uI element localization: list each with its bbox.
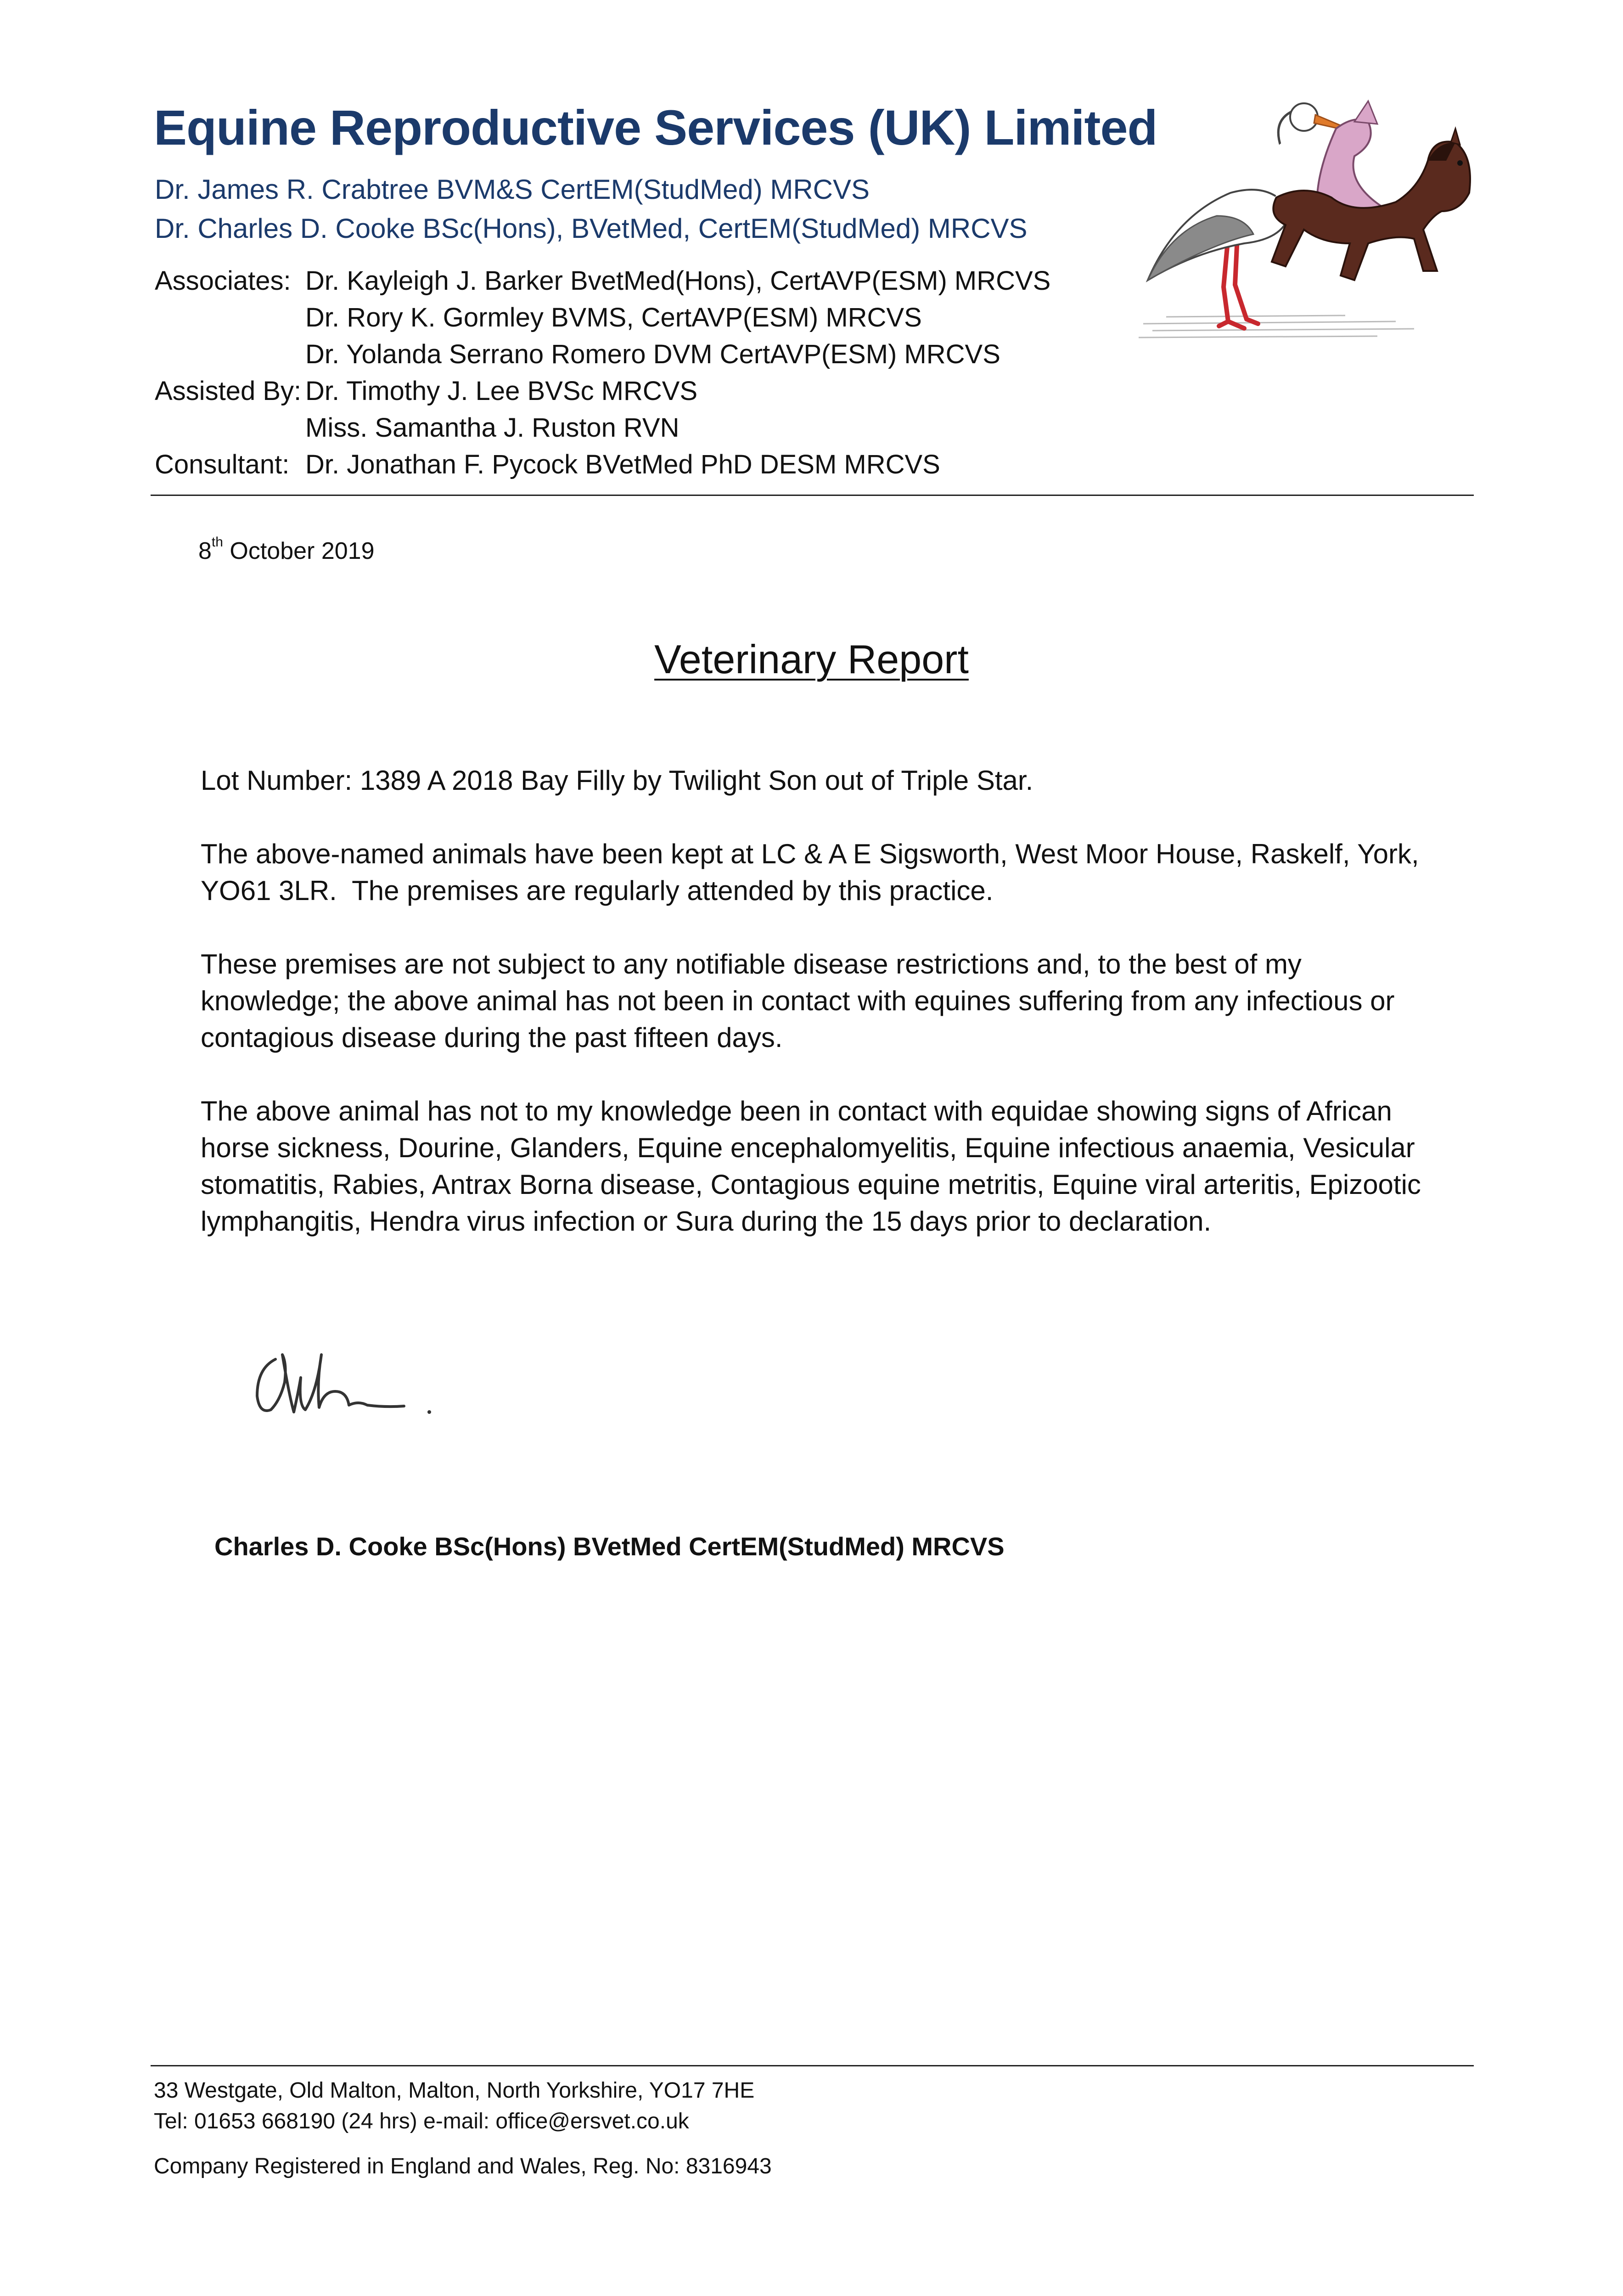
staff-name: Dr. Kayleigh J. Barker BvetMed(Hons), CertAVP(ESM) MRCVS <box>305 266 1051 296</box>
staff-role-label: Associates: <box>155 266 291 296</box>
staff-list <box>155 263 1050 483</box>
stork-head <box>1290 103 1318 131</box>
staff-name: Dr. Jonathan F. Pycock BVetMed PhD DESM MRCVS <box>305 450 940 479</box>
disease-restrictions-paragraph: These premises are not subject to any notifiable disease restrictions and, to the best of my knowledge; the above animal has not been in contact with equines suffering from any infectious or contagious disease during the past fifteen days. <box>201 949 1395 1053</box>
lot-number-line: Lot Number: 1389 A 2018 Bay Filly by Twilight Son out of Triple Star. <box>201 765 1033 796</box>
staff-name: Dr. Rory K. Gormley BVMS, CertAVP(ESM) MRCVS <box>305 303 922 332</box>
header-divider <box>151 495 1474 496</box>
report-title: Veterinary Report <box>654 636 969 682</box>
ground-shadow <box>1139 315 1414 338</box>
handwritten-signature <box>248 1327 468 1437</box>
date-day: 8 <box>198 538 212 564</box>
staff-associates <box>155 263 1050 373</box>
report-date <box>198 537 375 565</box>
partner-crabtree: Dr. James R. Crabtree BVM&S CertEM(StudMed) MRCVS <box>155 174 870 205</box>
partner-cooke: Dr. Charles D. Cooke BSc(Hons), BVetMed, CertEM(StudMed) MRCVS <box>155 213 1028 244</box>
staff-consultant <box>155 446 1050 483</box>
footer-registration: Company Registered in England and Wales, Reg. No: 8316943 <box>154 2154 772 2178</box>
date-suffix: th <box>211 535 223 550</box>
staff-role-label: Consultant: <box>155 450 290 479</box>
signatory-name: Charles D. Cooke BSc(Hons) BVetMed CertEM(StudMed) MRCVS <box>214 1532 1005 1561</box>
staff-name: Dr. Yolanda Serrano Romero DVM CertAVP(ESM) MRCVS <box>305 339 1000 369</box>
staff-role-label: Assisted By: <box>155 376 302 406</box>
premises-paragraph: The above-named animals have been kept at LC & A E Sigsworth, West Moor House, Raskelf, York, YO61 3LR. The premises are regularly attended by this practice. <box>201 838 1426 906</box>
contact-declaration-paragraph: The above animal has not to my knowledge been in contact with equidae showing signs of African horse sickness, Dourine, Glanders, Equine encephalomyelitis, Equine infectious anaemia, Vesicular stomatitis, Rabies, Antrax Borna disease, Contagious equine metritis, Equine viral arteritis, Epizootic lymphangitis, Hendra virus infection or Sura during the 15 days prior to declaration. <box>201 1096 1421 1237</box>
footer-contact: Tel: 01653 668190 (24 hrs) e-mail: office@ersvet.co.uk <box>154 2109 689 2133</box>
footer-address: 33 Westgate, Old Malton, Malton, North Yorkshire, YO17 7HE <box>154 2078 755 2103</box>
staff-name: Dr. Timothy J. Lee BVSc MRCVS <box>305 376 698 406</box>
foal-body <box>1272 141 1470 280</box>
company-name: Equine Reproductive Services (UK) Limited <box>154 100 1157 155</box>
stork-legs <box>1219 236 1258 328</box>
date-month-year: October 2019 <box>223 538 375 564</box>
footer-divider <box>151 2065 1474 2066</box>
staff-assisted-by <box>155 373 1050 446</box>
stork-carrying-foal-logo <box>1139 78 1478 354</box>
staff-name: Miss. Samantha J. Ruston RVN <box>305 413 680 443</box>
